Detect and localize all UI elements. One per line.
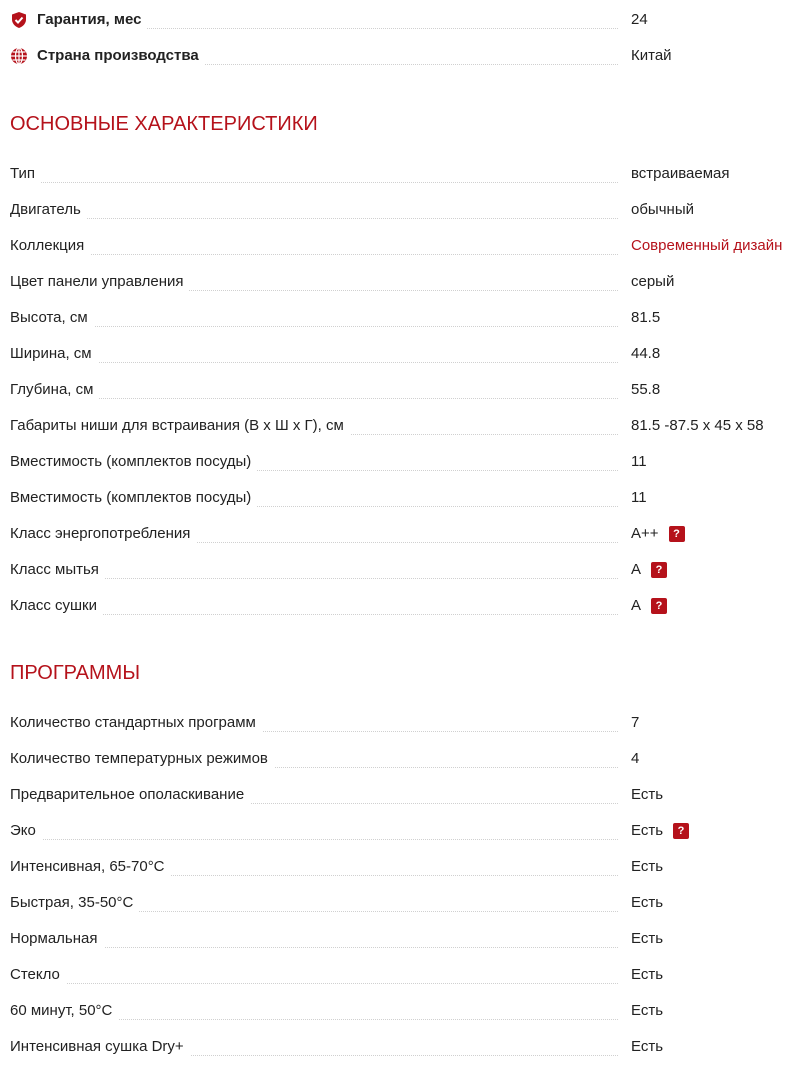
spec-value: 81.5 -87.5 х 45 х 58 (631, 417, 764, 434)
spec-value: 4 (631, 750, 640, 767)
help-icon[interactable]: ? (673, 823, 689, 839)
spec-row (10, 705, 800, 741)
spec-row (10, 336, 800, 372)
spec-row (10, 372, 800, 408)
spec-label: Глубина, см (10, 381, 99, 399)
spec-label: Гарантия, мес (10, 11, 147, 29)
globe-icon (10, 47, 28, 65)
shield-check-icon (10, 11, 28, 29)
spec-value: Есть (631, 786, 664, 803)
spec-label: Нормальная (10, 930, 104, 948)
dotted-leader (10, 839, 618, 840)
help-icon[interactable]: ? (651, 598, 667, 614)
spec-row (10, 921, 800, 957)
section-title-main: ОСНОВНЫЕ ХАРАКТЕРИСТИКИ (10, 113, 318, 135)
spec-row (10, 813, 800, 849)
spec-label: Цвет панели управления (10, 273, 189, 291)
dotted-leader (10, 983, 618, 984)
collection-link[interactable]: Современный дизайн (631, 237, 783, 254)
spec-value: 7 (631, 714, 640, 731)
spec-value: 24 (631, 11, 648, 28)
spec-label: Интенсивная сушка Dry+ (10, 1038, 190, 1056)
spec-row (10, 885, 800, 921)
spec-row-warranty (10, 2, 800, 38)
help-icon[interactable]: ? (651, 562, 667, 578)
spec-row (10, 516, 800, 552)
spec-value-text: A++ (631, 525, 659, 542)
spec-label: Быстрая, 35-50°C (10, 894, 139, 912)
spec-value (631, 525, 685, 543)
spec-row (10, 444, 800, 480)
dotted-leader (10, 254, 618, 255)
spec-value: Есть (631, 1002, 664, 1019)
spec-row (10, 1029, 800, 1065)
dotted-leader (10, 218, 618, 219)
spec-value: Есть (631, 930, 664, 947)
spec-label: Габариты ниши для встраивания (В х Ш х Г), см (10, 417, 350, 435)
spec-label: Класс мытья (10, 561, 105, 579)
spec-value: 81.5 (631, 309, 661, 326)
spec-value (631, 822, 689, 840)
spec-value: серый (631, 273, 675, 290)
spec-row (10, 588, 800, 624)
spec-value: встраиваемая (631, 165, 730, 182)
spec-row (10, 156, 800, 192)
spec-value: Есть (631, 858, 664, 875)
spec-value: Есть (631, 1038, 664, 1055)
spec-row (10, 264, 800, 300)
spec-value: Есть (631, 966, 664, 983)
spec-value-text: A (631, 597, 642, 614)
spec-row (10, 192, 800, 228)
spec-label: Класс сушки (10, 597, 103, 615)
dotted-leader (10, 362, 618, 363)
spec-value-text: A (631, 561, 642, 578)
spec-value-text: Есть (631, 822, 664, 839)
spec-label: Двигатель (10, 201, 87, 219)
spec-row-country (10, 38, 800, 74)
dotted-leader (10, 398, 618, 399)
spec-label: Вместимость (комплектов посуды) (10, 453, 257, 471)
spec-value: 11 (631, 453, 647, 470)
spec-row (10, 408, 800, 444)
dotted-leader (10, 326, 618, 327)
spec-label: Предварительное ополаскивание (10, 786, 250, 804)
spec-label: Вместимость (комплектов посуды) (10, 489, 257, 507)
spec-value: 55.8 (631, 381, 661, 398)
spec-value (631, 597, 667, 615)
spec-label: Класс энергопотребления (10, 525, 196, 543)
spec-row (10, 777, 800, 813)
spec-row (10, 957, 800, 993)
spec-row (10, 741, 800, 777)
spec-label: Коллекция (10, 237, 90, 255)
spec-value: Китай (631, 47, 672, 64)
spec-label: Страна производства (10, 47, 205, 65)
spec-row (10, 552, 800, 588)
spec-label: Ширина, см (10, 345, 98, 363)
spec-label: Стекло (10, 966, 66, 984)
spec-value (631, 561, 667, 579)
spec-row (10, 300, 800, 336)
spec-value: 11 (631, 489, 647, 506)
spec-label: Интенсивная, 65-70°C (10, 858, 171, 876)
spec-value: обычный (631, 201, 694, 218)
spec-row (10, 480, 800, 516)
spec-row (10, 993, 800, 1029)
spec-row (10, 228, 800, 264)
spec-row (10, 849, 800, 885)
spec-label: Количество температурных режимов (10, 750, 274, 768)
spec-label: Тип (10, 165, 41, 183)
spec-value: 44.8 (631, 345, 661, 362)
help-icon[interactable]: ? (669, 526, 685, 542)
spec-value: Есть (631, 894, 664, 911)
section-title-programs: ПРОГРАММЫ (10, 662, 141, 684)
spec-label: Эко (10, 822, 42, 840)
spec-label: Высота, см (10, 309, 94, 327)
dotted-leader (10, 182, 618, 183)
spec-label: Количество стандартных программ (10, 714, 262, 732)
spec-label: 60 минут, 50°C (10, 1002, 118, 1020)
